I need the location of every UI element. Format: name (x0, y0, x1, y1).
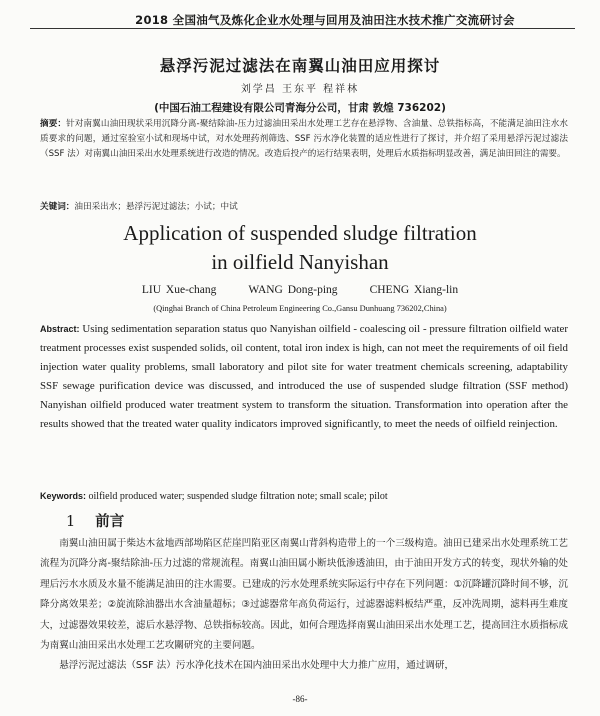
english-abstract-text: Using sedimentation separation status quo Nanyishan oilfield - coalescing oil - pressure filtration oilfield water treatment processes exist suspended solids, oil content, total iron index is high, can not meet the requirements of oil field injection water quality problems, small laboratory and pilot site for water treatment chemicals screening, adaptability SSF sewage purification device was discussed, and introduced the use of suspended sludge filtration (SSF method) Nanyishan oilfield produced water treatment system to transform the situation. Transformation into operation after the results showed that the treated water quality indicators improved significantly, to meet the needs of oilfield reinjection. (40, 323, 569, 431)
section-heading (66, 510, 124, 531)
english-keywords-text: oilfield produced water; suspended sludge filtration note; small scale; pilot (88, 491, 388, 502)
chinese-keywords (40, 200, 568, 212)
author-3: CHENG Xiang-lin (369, 284, 459, 296)
chinese-abstract (40, 117, 568, 162)
english-abstract (40, 320, 568, 435)
english-keywords-label: Keywords: (40, 491, 87, 501)
chinese-keywords-label: 关键词： (40, 202, 75, 212)
english-keywords (40, 491, 568, 502)
english-title-line-1: Application of suspended sludge filtration (123, 221, 477, 245)
body-paragraph-2: 悬浮污泥过滤法（SSF 法）污水净化技术在国内油田采出水处理中大力推广应用，通过调研， (59, 660, 455, 672)
chinese-title: 悬浮污泥过滤法在南翼山油田应用探讨 (159, 57, 441, 75)
section-number: 1 (66, 514, 76, 530)
chinese-abstract-label: 摘要： (40, 119, 67, 129)
english-title (0, 219, 600, 277)
english-authors (0, 284, 600, 296)
author-2: WANG Dong-ping (248, 284, 338, 296)
chinese-abstract-text: 针对南翼山油田现状采用沉降分离-聚结除油-压力过滤油田采出水处理工艺存在悬浮物、含油量、总铁指标高，不能满足油田注水水质要求的问题，通过室验室小试和现场中试，对水处理药剂筛选、SSF 污水净化装置的适应性进行了探讨，并介绍了采用悬浮污泥过滤法（SSF 法）对南翼山油田采出水处理系统进行改造的情况。改造后投产的运行结果表明，处理后水质指标明显改善，满足油田回注的需要。 (40, 119, 568, 159)
section-title: 前言 (95, 513, 125, 530)
english-affiliation: (Qinghai Branch of China Petroleum Engineering Co.,Gansu Dunhuang 736202,China) (153, 304, 447, 313)
english-title-line-2: in oilfield Nanyishan (211, 250, 389, 274)
chinese-keywords-text: 油田采出水；悬浮污泥过滤法；小试；中试 (74, 202, 238, 212)
body-text (40, 534, 568, 677)
header-divider (30, 28, 575, 29)
chinese-affiliation: (中国石油工程建设有限公司青海分公司，甘肃 敦煌 736202) (154, 102, 446, 114)
author-1: LIU Xue-chang (141, 284, 217, 296)
body-paragraph-1: 南翼山油田属于柴达木盆地西部坳陷区茫崖凹陷亚区南翼山背斜构造带上的一个三级构造。油田已建采出水处理系统工艺流程为沉降分离-聚结除油-压力过滤的常规流程。南翼山油田属小断块低渗透油田，由于油田开发方式的转变，现状外输的处理后污水水质及水量不能满足油田的注水需要。已建成的污水处理系统实际运行中存在下列问题：①沉降罐沉降时间不够，沉降分离效果差；②旋流除油器出水含油量超标；③过滤器常年高负荷运行，过滤器滤料板结严重，反冲洗周期，滤料再生难度大，过滤器效果较差，滤后水悬浮物、总铁指标较高。因此，如何合理选择南翼山油田采出水处理工艺，提高回注水质指标成为南翼山油田采出水处理工艺攻關研究的主要问题。 (40, 538, 568, 652)
english-abstract-label: Abstract: (40, 324, 80, 334)
chinese-authors: 刘学昌 王东平 程祥林 (240, 84, 360, 95)
page-number: -86- (292, 694, 308, 704)
running-header: 2018 全国油气及炼化企业水处理与回用及油田注水技术推广交流研讨会 (135, 13, 515, 27)
